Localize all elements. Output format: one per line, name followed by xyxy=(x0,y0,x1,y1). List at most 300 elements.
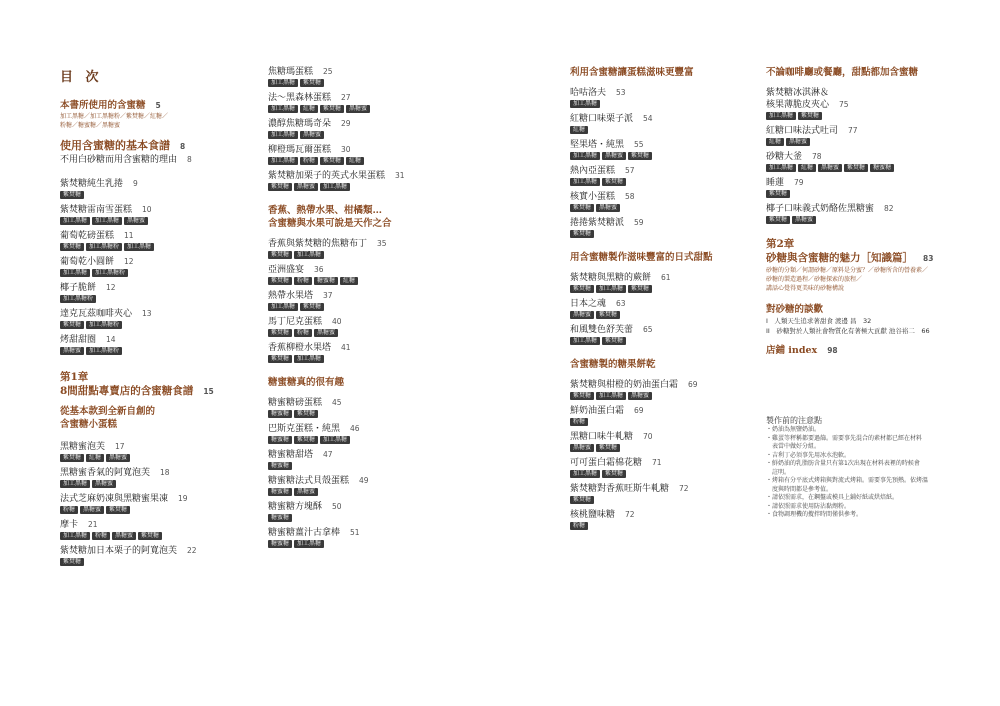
toc-entry[interactable] xyxy=(570,87,750,110)
toc-entry[interactable] xyxy=(766,87,980,122)
page-number: 22 xyxy=(187,546,197,555)
sugar-tags xyxy=(268,157,448,167)
toc-entry[interactable] xyxy=(60,545,240,568)
entry-title: 可可蛋白霜棉花糖 xyxy=(570,458,643,468)
toc-entry[interactable] xyxy=(268,475,448,498)
toc-entry[interactable] xyxy=(570,139,750,162)
toc-entry[interactable]: 不用白砂糖而用含蜜糖的理由 8 xyxy=(60,155,192,165)
sugar-tag: 紫焚糖 xyxy=(570,204,594,212)
note-line: ・請依照需求，在鋼盤或模具上鋪好紙或烘焙紙。 xyxy=(766,494,899,501)
toc-entry[interactable] xyxy=(268,501,448,524)
toc-entry[interactable] xyxy=(570,217,750,240)
page-title: 目 次 xyxy=(60,70,103,85)
sugar-tag: 糖蜜糖 xyxy=(268,410,292,418)
toc-entry[interactable] xyxy=(60,467,240,490)
chapter-label: 第1章 xyxy=(60,371,89,383)
sugar-tag: 紫焚糖 xyxy=(138,532,162,540)
sugar-tags xyxy=(60,454,240,464)
sugar-tag: 黑糖蜜 xyxy=(80,506,104,514)
page-number: 10 xyxy=(142,205,152,214)
entry-title: 巴斯克蛋糕・純黑 xyxy=(268,424,341,434)
page-number: 12 xyxy=(106,283,116,292)
sugar-tag: 紫焚糖 xyxy=(320,157,344,165)
toc-entry[interactable] xyxy=(766,203,980,226)
page-number: 17 xyxy=(115,442,125,451)
entry-title: 香蕉柳橙水果塔 xyxy=(268,343,332,353)
sugar-tag: 粉糖 xyxy=(60,506,78,514)
entry-title: 紫焚糖加栗子的英式水果蛋糕 xyxy=(268,171,386,181)
sugar-tags xyxy=(60,295,240,305)
toc-entry[interactable] xyxy=(268,66,448,89)
entry-title: 黑糖蜜香氣的阿寬泡芙 xyxy=(60,468,151,478)
notes-title: 製作前的注意點 xyxy=(766,416,822,425)
toc-entry[interactable] xyxy=(268,144,448,167)
sugar-tag: 黑糖蜜 xyxy=(112,532,136,540)
toc-entry[interactable] xyxy=(766,151,980,174)
sugar-tag: 紫焚糖 xyxy=(570,230,594,238)
sugar-tags xyxy=(268,303,448,313)
entry-title: 堅果塔・純黑 xyxy=(570,140,625,150)
section-subtext: 粉糖／糖蜜糖／黑糖蜜 xyxy=(60,122,121,129)
entry-title: 紫焚糖與黑糖的蕨餅 xyxy=(570,273,652,283)
sugar-tags xyxy=(60,191,240,201)
sugar-tag: 加工黑糖 xyxy=(60,217,90,225)
page-number: 46 xyxy=(350,424,360,433)
page-number: 75 xyxy=(839,100,849,109)
chapter-title[interactable]: 砂糖與含蜜糖的魅力［知識篇］ 83 xyxy=(766,252,934,264)
sugar-tag: 粉糖 xyxy=(300,157,318,165)
page-number: 14 xyxy=(106,335,116,344)
sugar-tags xyxy=(570,152,750,162)
toc-entry[interactable] xyxy=(570,457,750,480)
toc-entry[interactable] xyxy=(570,324,750,347)
sugar-tag: 加工黑糖 xyxy=(60,532,90,540)
page-number: 37 xyxy=(323,291,333,300)
sugar-tag: 加工黑糖粉 xyxy=(92,269,128,277)
sugar-tags xyxy=(268,514,448,524)
toc-entry[interactable] xyxy=(570,405,750,428)
sugar-tag: 黑糖蜜 xyxy=(92,480,116,488)
sugar-tag: 紫焚糖 xyxy=(596,311,620,319)
sugar-tag: 紫焚糖 xyxy=(60,191,84,199)
sugar-tags xyxy=(570,178,750,188)
sugar-tags xyxy=(570,126,750,136)
sugar-tag: 紫焚糖 xyxy=(60,321,84,329)
entry-title: 紫焚糖對香蕉旺斯牛軋糖 xyxy=(570,484,670,494)
sugar-tags xyxy=(268,183,448,193)
toc-column-3 xyxy=(570,66,750,535)
page-number: 29 xyxy=(341,119,351,128)
sugar-tags xyxy=(268,251,448,261)
sugar-tags xyxy=(60,506,240,516)
toc-entry-list xyxy=(268,66,448,193)
toc-entry[interactable] xyxy=(570,509,750,532)
entry-title: 椰子脆餅 xyxy=(60,283,97,293)
entry-title: 黑糖蜜泡芙 xyxy=(60,442,106,452)
toc-entry[interactable] xyxy=(570,191,750,214)
entry-title: 捲捲紫焚糖派 xyxy=(570,218,625,228)
sugar-tags xyxy=(766,190,980,200)
sugar-tags xyxy=(570,496,750,506)
entry-title: 糖蜜糖方塊酥 xyxy=(268,502,323,512)
entry-title: 馬丁尼克蛋糕 xyxy=(268,317,323,327)
page-number: 65 xyxy=(643,325,653,334)
section-subtext: 加工黑糖／加工黑糖粉／紫焚糖／紅糖／ xyxy=(60,113,169,120)
page-number: 58 xyxy=(625,192,635,201)
toc-section: 含蜜糖與水果可說是天作之合 xyxy=(268,218,392,229)
sugar-tag: 加工黑糖 xyxy=(570,470,600,478)
toc-column-2 xyxy=(268,66,448,553)
toc-entry[interactable] xyxy=(268,449,448,472)
sugar-tag: 紫焚糖 xyxy=(602,470,626,478)
sugar-tags xyxy=(60,217,240,227)
page-number: 54 xyxy=(643,114,653,123)
sugar-tag: 加工黑糖 xyxy=(570,178,600,186)
sugar-tag: 粉糖 xyxy=(294,329,312,337)
sugar-tags xyxy=(766,216,980,226)
entry-title: 椰子口味義式奶酪佐黑糖蜜 xyxy=(766,204,875,214)
page-number: 72 xyxy=(625,510,635,519)
sugar-tag: 紅糖 xyxy=(86,454,104,462)
chapter-subtext: 砂糖的分類／何謂砂糖／原料是分蜜？／砂糖所含的營養素／ xyxy=(766,267,929,274)
page-number: 47 xyxy=(323,450,333,459)
sugar-tags xyxy=(766,164,980,174)
entry-title: 紫焚糖雷南雪蛋糕 xyxy=(60,205,133,215)
toc-entry[interactable] xyxy=(268,170,448,193)
page-number: 78 xyxy=(812,152,822,161)
toc-section: 香蕉、熱帶水果、柑橘類… xyxy=(268,205,383,216)
chapter-label: 第2章 xyxy=(766,238,795,250)
sugar-tag: 加工黑糖 xyxy=(320,436,350,444)
toc-entry[interactable] xyxy=(570,483,750,506)
sugar-tag: 加工黑糖 xyxy=(570,152,600,160)
sugar-tag: 紫焚糖 xyxy=(570,392,594,400)
page-number: 13 xyxy=(142,309,152,318)
page-number: 51 xyxy=(350,528,360,537)
note-line: ・奶油為無鹽奶油。 xyxy=(766,426,821,433)
toc-entry-list xyxy=(268,238,448,365)
toc-entry[interactable] xyxy=(60,441,240,464)
page-number: 50 xyxy=(332,502,342,511)
page-number: 59 xyxy=(634,218,644,227)
sugar-tags xyxy=(268,131,448,141)
sugar-tag: 粉糖 xyxy=(92,532,110,540)
sugar-tags xyxy=(570,522,750,532)
note-line: ・雞蛋等秤稱都要過篩。需要事先混合的素材都已經在材料 xyxy=(766,434,923,442)
toc-entry[interactable] xyxy=(268,238,448,261)
note-line: ・請依照需求使用防沾黏劑粉。 xyxy=(766,502,851,510)
page-number: 63 xyxy=(616,299,626,308)
sugar-tag: 粉糖 xyxy=(570,418,588,426)
sugar-tags xyxy=(570,444,750,454)
page-number: 36 xyxy=(314,265,324,274)
sugar-tag: 糖蜜糖 xyxy=(870,164,894,172)
sugar-tag: 黑糖蜜 xyxy=(106,454,130,462)
sugar-tag: 加工黑糖 xyxy=(320,183,350,191)
page-number: 57 xyxy=(625,166,635,175)
entry-title: 焦糖瑪蛋糕 xyxy=(268,67,314,77)
page-number: 31 xyxy=(395,171,405,180)
sugar-tags xyxy=(570,230,750,240)
entry-title: 鮮奶油蛋白霜 xyxy=(570,406,625,416)
sugar-tags xyxy=(268,105,448,115)
entry-title: 和風雙色舒芙蕾 xyxy=(570,325,634,335)
sugar-tags xyxy=(766,112,980,122)
sugar-tag: 加工黑糖 xyxy=(766,164,796,172)
toc-entry[interactable] xyxy=(60,204,240,227)
page-number: 61 xyxy=(661,273,671,282)
toc-section: 從基本款到全新自創的 xyxy=(60,406,156,417)
toc-entry[interactable] xyxy=(268,423,448,446)
entry-title: 核果薄脆皮夾心 xyxy=(766,100,830,110)
sugar-tag: 糖蜜糖 xyxy=(268,488,292,496)
sugar-tags xyxy=(570,311,750,321)
sugar-tag: 黑糖蜜 xyxy=(818,164,842,172)
entry-title: 熱內亞蛋糕 xyxy=(570,166,616,176)
entry-title: 紫焚糖純生乳捲 xyxy=(60,179,124,189)
note-line: ・烤箱有分平底式烤箱與對流式烤箱。需要事先預熱。依烤溫 xyxy=(766,477,929,484)
page-number: 19 xyxy=(178,494,188,503)
sugar-tag: 黑糖蜜 xyxy=(628,392,652,400)
sugar-tag: 黑糖蜜 xyxy=(124,217,148,225)
sugar-tags xyxy=(570,337,750,347)
sugar-tags xyxy=(766,138,980,148)
sugar-tag: 加工黑糖 xyxy=(294,355,324,363)
sugar-tags xyxy=(268,355,448,365)
page-number: 18 xyxy=(160,468,170,477)
sugar-tag: 糖蜜糖 xyxy=(268,540,292,548)
page-number: 35 xyxy=(377,239,387,248)
toc-section: 不論咖啡廳或餐廳，甜點都加含蜜糖 xyxy=(766,67,919,78)
toc-entry[interactable] xyxy=(60,334,240,357)
entry-title: 葡萄乾磅蛋糕 xyxy=(60,231,115,241)
sugar-tag: 紫焚糖 xyxy=(798,112,822,120)
page-number: 40 xyxy=(332,317,342,326)
sugar-tag: 加工黑糖 xyxy=(570,100,600,108)
sugar-tag: 紫焚糖 xyxy=(268,251,292,259)
sugar-tag: 黑糖蜜 xyxy=(602,152,626,160)
toc-section[interactable]: 使用含蜜糖的基本食譜 8 xyxy=(60,139,186,152)
sugar-tags xyxy=(60,480,240,490)
note-line: ・食物調理機的攪拌時間僅供參考。 xyxy=(766,511,863,518)
chapter-subtext: 砂糖的製造過程／砂糖探索的旅程／ xyxy=(766,276,863,283)
toc-entry[interactable] xyxy=(268,342,448,365)
toc-entry[interactable] xyxy=(268,118,448,141)
page-number: 41 xyxy=(341,343,351,352)
toc-entry[interactable] xyxy=(766,125,980,148)
entry-title: 熱帶水果塔 xyxy=(268,291,314,301)
entry-title: 睡蓮 xyxy=(766,178,785,188)
sugar-tag: 紅糖 xyxy=(346,157,364,165)
toc-section[interactable]: 本書所使用的含蜜糖 5 xyxy=(60,100,161,111)
sugar-tag: 加工黑糖 xyxy=(766,112,796,120)
toc-entry[interactable] xyxy=(766,177,980,200)
toc-entry[interactable] xyxy=(570,272,750,295)
page-number: 72 xyxy=(679,484,689,493)
sugar-tag: 紫焚糖 xyxy=(300,303,324,311)
sugar-tag: 加工黑糖 xyxy=(570,337,600,345)
sugar-tag: 紫焚糖 xyxy=(268,355,292,363)
sugar-tag: 紫焚糖 xyxy=(628,285,652,293)
entry-title: 紫焚糖加日本栗子的阿寬泡芙 xyxy=(60,546,178,556)
note-line: 表當中做好分組。 xyxy=(766,443,821,450)
toc-entry[interactable] xyxy=(268,316,448,339)
sugar-tags xyxy=(60,269,240,279)
sugar-tags xyxy=(60,558,240,568)
page-number: 71 xyxy=(652,458,662,467)
sugar-tag: 紫焚糖 xyxy=(268,277,292,285)
entry-title: 紫焚糖冰淇淋＆ xyxy=(766,88,830,98)
sugar-tag: 粉糖 xyxy=(570,522,588,530)
sugar-tag: 粉糖 xyxy=(294,277,312,285)
entry-title: 糖蜜糖磅蛋糕 xyxy=(268,398,323,408)
note-line: 度與時間都是參考值。 xyxy=(766,485,833,493)
entry-title: 香蕉與紫焚糖的焦糖布丁 xyxy=(268,239,368,249)
toc-entry[interactable] xyxy=(570,379,750,402)
page-number: 9 xyxy=(133,179,138,188)
toc-entry[interactable] xyxy=(268,397,448,420)
entry-title: 葡萄乾小圓餅 xyxy=(60,257,115,267)
toc-section: 糖蜜糖真的很有趣 xyxy=(268,377,345,388)
toc-entry[interactable] xyxy=(60,178,240,201)
toc-entry[interactable] xyxy=(570,298,750,321)
sugar-tag: 紅糖 xyxy=(798,164,816,172)
sugar-tag: 加工黑糖 xyxy=(124,243,154,251)
sugar-tag: 紅糖 xyxy=(570,126,588,134)
page-number: 70 xyxy=(643,432,653,441)
sugar-tags xyxy=(570,470,750,480)
entry-title: 糖蜜糖甜塔 xyxy=(268,450,314,460)
sugar-tag: 紫焚糖 xyxy=(60,558,84,566)
sugar-tag: 紅糖 xyxy=(766,138,784,146)
toc-entry[interactable] xyxy=(570,165,750,188)
toc-entry[interactable] xyxy=(60,282,240,305)
sugar-tag: 紫焚糖 xyxy=(268,329,292,337)
page-number: 30 xyxy=(341,145,351,154)
toc-entry-list xyxy=(570,87,750,240)
entry-title: 烤甜甜圈 xyxy=(60,335,97,345)
toc-entry[interactable] xyxy=(268,527,448,550)
sugar-tag: 加工黑糖粉 xyxy=(60,295,96,303)
entry-title: 達克瓦茲咖啡夾心 xyxy=(60,309,133,319)
sugar-tag: 黑糖蜜 xyxy=(596,204,620,212)
chapter-title[interactable]: 8間甜點專賣店的含蜜糖食譜 15 xyxy=(60,385,214,397)
toc-entry-list xyxy=(766,87,980,226)
sugar-tag: 加工黑糖 xyxy=(268,105,298,113)
toc-entry[interactable] xyxy=(60,519,240,542)
entry-title: 法式芝麻奶凍與黑糖蜜果凍 xyxy=(60,494,169,504)
sugar-tags xyxy=(268,79,448,89)
sugar-tag: 黑糖蜜 xyxy=(792,216,816,224)
page-number: 11 xyxy=(124,231,134,240)
sugar-tag: 糖蜜糖 xyxy=(268,462,292,470)
sugar-tag: 加工黑糖粉 xyxy=(86,347,122,355)
sugar-tag: 加工黑糖 xyxy=(294,251,324,259)
sugar-tag: 紫焚糖 xyxy=(602,178,626,186)
sugar-tag: 紫焚糖 xyxy=(60,454,84,462)
toc-entry-list xyxy=(268,397,448,550)
sugar-tag: 紅糖 xyxy=(340,277,358,285)
entry-title: 紅糖口味法式吐司 xyxy=(766,126,839,136)
talk-entry[interactable]: I 人類天生追求著甜食 渡邊 昌 32 xyxy=(766,317,872,325)
talk-entry[interactable]: II 砂糖對於人類社會物質化有著極大貢獻 池谷裕二 66 xyxy=(766,327,930,335)
sugar-tag: 黑糖蜜 xyxy=(300,131,324,139)
toc-entry[interactable] xyxy=(60,308,240,331)
sugar-tag: 紫焚糖 xyxy=(294,410,318,418)
toc-entry[interactable] xyxy=(268,264,448,287)
chapter-subtext: 講話心覺得更美味的砂糖構說 xyxy=(766,285,845,292)
sugar-tag: 紫焚糖 xyxy=(602,337,626,345)
toc-section: 含蜜糖製的糖果餅乾 xyxy=(570,359,656,370)
entry-title: 法～黑森林蛋糕 xyxy=(268,93,332,103)
index-link[interactable]: 店鋪 index 98 xyxy=(766,345,838,356)
sugar-tag: 加工黑糖 xyxy=(268,303,298,311)
sugar-tag: 黑糖蜜 xyxy=(786,138,810,146)
sugar-tag: 黑糖蜜 xyxy=(570,311,594,319)
sugar-tags xyxy=(60,321,240,331)
page-number: 77 xyxy=(848,126,858,135)
sugar-tag: 紫焚糖 xyxy=(570,496,594,504)
toc-entry[interactable] xyxy=(570,113,750,136)
toc-entry[interactable] xyxy=(60,256,240,279)
sugar-tag: 加工黑糖粉 xyxy=(86,243,122,251)
sugar-tag: 紫焚糖 xyxy=(320,105,344,113)
sugar-tags xyxy=(268,436,448,446)
sugar-tag: 加工黑糖 xyxy=(294,540,324,548)
sugar-tag: 黑糖蜜 xyxy=(294,488,318,496)
note-line: ・吉利丁必須事先用冰水泡軟。 xyxy=(766,451,851,459)
toc-entry[interactable] xyxy=(570,431,750,454)
sugar-tag: 紫焚糖 xyxy=(766,190,790,198)
entry-title: 日本之魂 xyxy=(570,299,607,309)
page-number: 69 xyxy=(688,380,698,389)
toc-entry[interactable] xyxy=(268,92,448,115)
page-number: 55 xyxy=(634,140,644,149)
sugar-tag: 紫焚糖 xyxy=(596,444,620,452)
sugar-tags xyxy=(570,204,750,214)
toc-entry[interactable] xyxy=(60,230,240,253)
sugar-tag: 紫焚糖 xyxy=(294,436,318,444)
toc-entry-list xyxy=(60,441,240,568)
entry-title: 哈咕洛夫 xyxy=(570,88,607,98)
sugar-tag: 紅糖 xyxy=(300,105,318,113)
toc-entry[interactable] xyxy=(268,290,448,313)
sugar-tag: 紫焚糖 xyxy=(766,216,790,224)
note-line: ・鮮奶油的乳脂肪含量只有第1次出現在材料表裡的時候會 xyxy=(766,460,920,467)
sugar-tag: 紫焚糖 xyxy=(268,183,292,191)
page-number: 69 xyxy=(634,406,644,415)
sugar-tag: 加工黑糖 xyxy=(268,131,298,139)
sugar-tag: 加工黑糖 xyxy=(92,217,122,225)
sugar-tag: 黑糖蜜 xyxy=(294,183,318,191)
toc-entry[interactable] xyxy=(60,493,240,516)
notes-list xyxy=(766,426,980,520)
sugar-tag: 紫焚糖 xyxy=(844,164,868,172)
sugar-tags xyxy=(268,329,448,339)
sugar-tag: 加工黑糖 xyxy=(268,79,298,87)
sugar-tag: 黑糖蜜 xyxy=(346,105,370,113)
entry-title: 砂糖大釜 xyxy=(766,152,803,162)
sugar-tags xyxy=(60,243,240,253)
note-line: 註明。 xyxy=(766,468,791,476)
entry-title: 摩卡 xyxy=(60,520,79,530)
sugar-tag: 黑糖蜜 xyxy=(314,329,338,337)
toc-column-4 xyxy=(766,66,980,520)
entry-title: 柳橙瑪瓦爾蛋糕 xyxy=(268,145,332,155)
toc-entry-list xyxy=(570,272,750,347)
sugar-tag: 紫焚糖 xyxy=(628,152,652,160)
sugar-tags xyxy=(570,418,750,428)
